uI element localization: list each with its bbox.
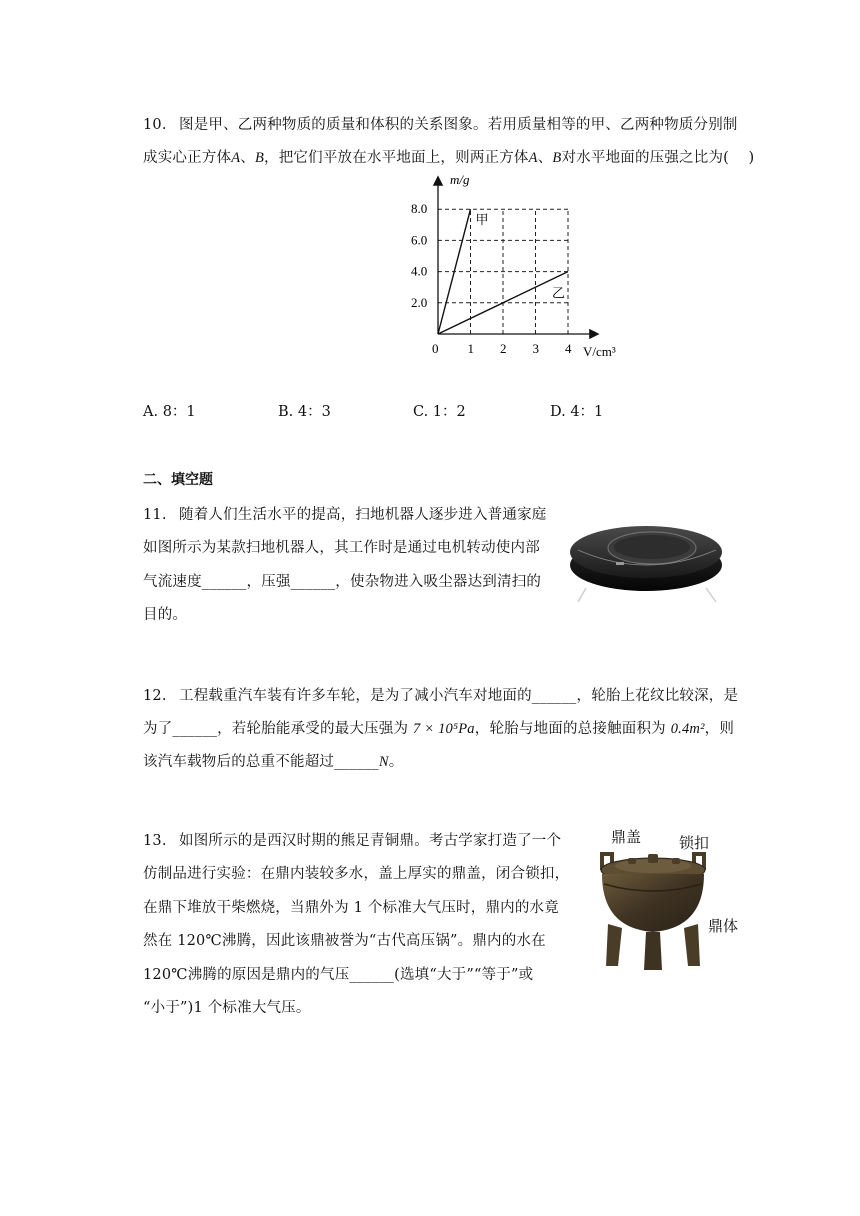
- q13-number: 13.: [143, 833, 167, 849]
- series-line-1: [438, 209, 471, 334]
- var-b: B: [552, 150, 562, 166]
- q10-text: 成实心正方体: [143, 150, 232, 166]
- q12-text: 工程载重汽车装有许多车轮，是为了减小汽车对地面的______，轮胎上花纹比较深，是: [179, 688, 739, 704]
- pressure-unit: Pa: [458, 721, 475, 737]
- q12-text: 为了______，若轮胎能承受的最大压强为: [143, 721, 409, 737]
- y-axis-label: m/g: [450, 172, 470, 187]
- q11-line-1: [143, 503, 547, 524]
- bronze-ding-image: [588, 840, 718, 975]
- q12-text: ，则: [704, 721, 735, 737]
- q10-line-2: [143, 146, 754, 167]
- series-label-1: 甲: [475, 212, 489, 228]
- area-value: 0.4: [670, 721, 690, 737]
- q11-line-4: 目的。: [143, 607, 188, 623]
- q12-text: 该汽车载物后的总重不能超过______: [143, 754, 379, 770]
- q12-number: 12.: [143, 688, 167, 704]
- q13-line-1: [143, 829, 561, 850]
- option-d[interactable]: D. 4：1: [550, 404, 604, 420]
- separator: 、: [537, 150, 553, 166]
- force-unit: N: [378, 754, 389, 770]
- q10-number: 10.: [143, 117, 167, 133]
- chart-grid: [438, 209, 568, 334]
- q10-line-1: [143, 113, 738, 134]
- x-tick-label: 0: [432, 341, 439, 356]
- mass-volume-chart: [405, 170, 645, 365]
- var-a: A: [528, 150, 538, 166]
- label-body: 鼎体: [708, 917, 739, 935]
- var-a: A: [231, 150, 241, 166]
- pressure-value: 7 × 10⁵: [413, 721, 459, 737]
- separator: 、: [240, 150, 255, 166]
- x-axis-label: V/cm³: [583, 344, 616, 359]
- q13-line-6: “小于”)1 个标准大气压。: [143, 1000, 311, 1016]
- section-title: 二、填空题: [143, 472, 213, 488]
- q12-line-2: [143, 717, 734, 738]
- q12-line-1: [143, 684, 738, 705]
- q12-text: ，轮胎与地面的总接触面积为: [474, 721, 666, 737]
- q13-line-5: 120℃沸腾的原因是鼎内的气压______(选填“大于”“等于”或: [143, 967, 534, 983]
- x-tick-label: 2: [500, 341, 507, 356]
- series-label-2: 乙: [552, 285, 566, 301]
- y-tick-label: 2.0: [411, 294, 428, 310]
- q13-line-4: 然在 120℃沸腾，因此该鼎被誉为“古代高压锅”。鼎内的水在: [143, 933, 546, 949]
- label-lid: 鼎盖: [611, 828, 642, 846]
- x-tick-label: 3: [532, 341, 539, 356]
- q10-text: ，把它们平放在水平地面上，则两正方体: [264, 150, 529, 166]
- y-tick-label: 6.0: [411, 232, 428, 248]
- q13-line-2: 仿制品进行实验：在鼎内装较多水，盖上厚实的鼎盖，闭合锁扣，: [143, 866, 570, 882]
- q10-stem-text: 图是甲、乙两种物质的质量和体积的关系图象。若用质量相等的甲、乙两种物质分别制: [179, 117, 738, 133]
- q11-line-3: 气流速度______，压强______，使杂物进入吸尘器达到清扫的: [143, 574, 542, 590]
- q13-line-3: 在鼎下堆放干柴燃烧，当鼎外为 1 个标准大气压时，鼎内的水竟: [143, 900, 559, 916]
- q12-text: 。: [388, 754, 404, 770]
- q11-text: 随着人们生活水平的提高，扫地机器人逐步进入普通家庭: [179, 507, 547, 523]
- option-b[interactable]: B. 4：3: [278, 404, 331, 420]
- x-tick-label: 4: [565, 341, 572, 356]
- q11-line-2: 如图所示为某款扫地机器人，其工作时是通过电机转动使内部: [143, 540, 540, 556]
- option-a[interactable]: A. 8：1: [143, 404, 196, 420]
- q12-line-3: [143, 750, 403, 771]
- robot-vacuum-image: [566, 510, 726, 606]
- q11-number: 11.: [143, 507, 167, 523]
- var-b: B: [254, 150, 265, 166]
- option-c[interactable]: C. 1：2: [413, 404, 466, 420]
- x-tick-label: 1: [467, 341, 474, 356]
- area-unit: m²: [689, 721, 705, 737]
- label-lock: 锁扣: [679, 834, 710, 852]
- q10-text: 对水平地面的压强之比为( ): [561, 150, 755, 166]
- y-tick-label: 4.0: [411, 263, 428, 279]
- q13-text: 如图所示的是西汉时期的熊足青铜鼎。考古学家打造了一个: [179, 833, 562, 849]
- y-tick-label: 8.0: [411, 201, 428, 217]
